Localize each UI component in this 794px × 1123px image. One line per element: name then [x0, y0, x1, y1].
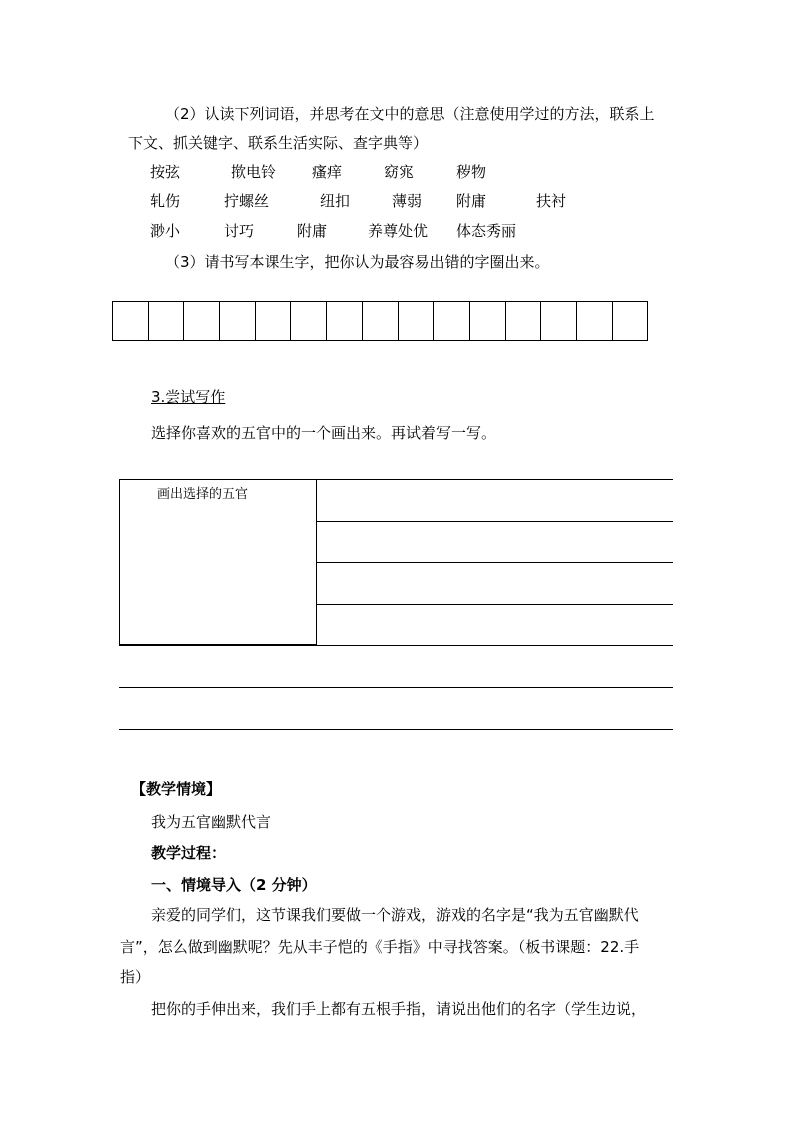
vocab-word: 养尊处优: [368, 222, 429, 240]
grid-cell[interactable]: [541, 301, 577, 341]
vocab-word: 扶衬: [536, 192, 567, 210]
vocab-word: 秽物: [456, 163, 487, 181]
writing-line[interactable]: [119, 729, 673, 730]
vocab-word: 轧伤: [150, 192, 181, 210]
writing-line[interactable]: [317, 604, 673, 605]
situation-heading: 【教学情境】: [131, 780, 222, 798]
grid-cell[interactable]: [149, 301, 185, 341]
vocab-word: 窈宨: [384, 163, 415, 181]
grid-cell[interactable]: [113, 301, 149, 341]
vocab-word: 拧螺丝: [224, 192, 270, 210]
vocab-word: 按弦: [150, 163, 181, 181]
drawing-box[interactable]: [119, 479, 317, 645]
item2-line1: （2）认读下列词语，并思考在文中的意思（注意使用学过的方法，联系上: [165, 105, 655, 123]
writing-line[interactable]: [119, 645, 673, 646]
grid-cell[interactable]: [613, 301, 649, 341]
vocab-word: 薄弱: [392, 192, 423, 210]
grid-cell[interactable]: [399, 301, 435, 341]
grid-cell[interactable]: [184, 301, 220, 341]
item3-text: （3）请书写本课生字，把你认为最容易出错的字圈出来。: [165, 253, 550, 271]
item2-line2: 下文、抓关键字、联系生活实际、查字典等）: [128, 134, 429, 152]
grid-cell[interactable]: [470, 301, 506, 341]
grid-cell[interactable]: [291, 301, 327, 341]
paragraph2-line1: 把你的手伸出来，我们手上都有五根手指，请说出他们的名字（学生边说，: [151, 1000, 647, 1018]
grid-cell[interactable]: [577, 301, 613, 341]
drawing-box-label: 画出选择的五官: [157, 487, 249, 502]
vocab-word: 体态秀丽: [456, 222, 517, 240]
writing-line[interactable]: [317, 562, 673, 563]
grid-cell[interactable]: [363, 301, 399, 341]
grid-cell[interactable]: [256, 301, 292, 341]
vocab-word: 渺小: [150, 222, 181, 240]
grid-cell[interactable]: [434, 301, 470, 341]
section3-instruction: 选择你喜欢的五官中的一个画出来。再试着写一写。: [151, 424, 497, 442]
character-writing-grid: [112, 301, 664, 341]
section3-heading: 3.尝试写作: [151, 388, 226, 406]
process-heading: 教学过程：: [151, 844, 227, 862]
vocab-word: 瘙痒: [312, 163, 343, 181]
step1-heading: 一、情境导入（2 分钟）: [151, 876, 317, 894]
vocab-word: 讨巧: [224, 222, 255, 240]
paragraph1-line1: 亲爱的同学们，这节课我们要做一个游戏，游戏的名字是“我为五官幽默代: [151, 906, 639, 924]
grid-cell[interactable]: [506, 301, 542, 341]
writing-line[interactable]: [317, 521, 673, 522]
situation-text: 我为五官幽默代言: [151, 813, 272, 831]
vocab-word: 附庸: [297, 222, 328, 240]
vocab-word: 纽扣: [320, 192, 351, 210]
paragraph1-line3: 指）: [120, 968, 151, 986]
paragraph1-line2: 言”，怎么做到幽默呢？先从丰子恺的《手指》中寻找答案。（板书课题：22.手: [120, 938, 640, 956]
vocab-word: 揿电铃: [231, 163, 277, 181]
grid-cell[interactable]: [220, 301, 256, 341]
writing-line[interactable]: [119, 687, 673, 688]
writing-line[interactable]: [317, 479, 673, 480]
grid-cell[interactable]: [327, 301, 363, 341]
vocab-word: 附庸: [456, 192, 487, 210]
